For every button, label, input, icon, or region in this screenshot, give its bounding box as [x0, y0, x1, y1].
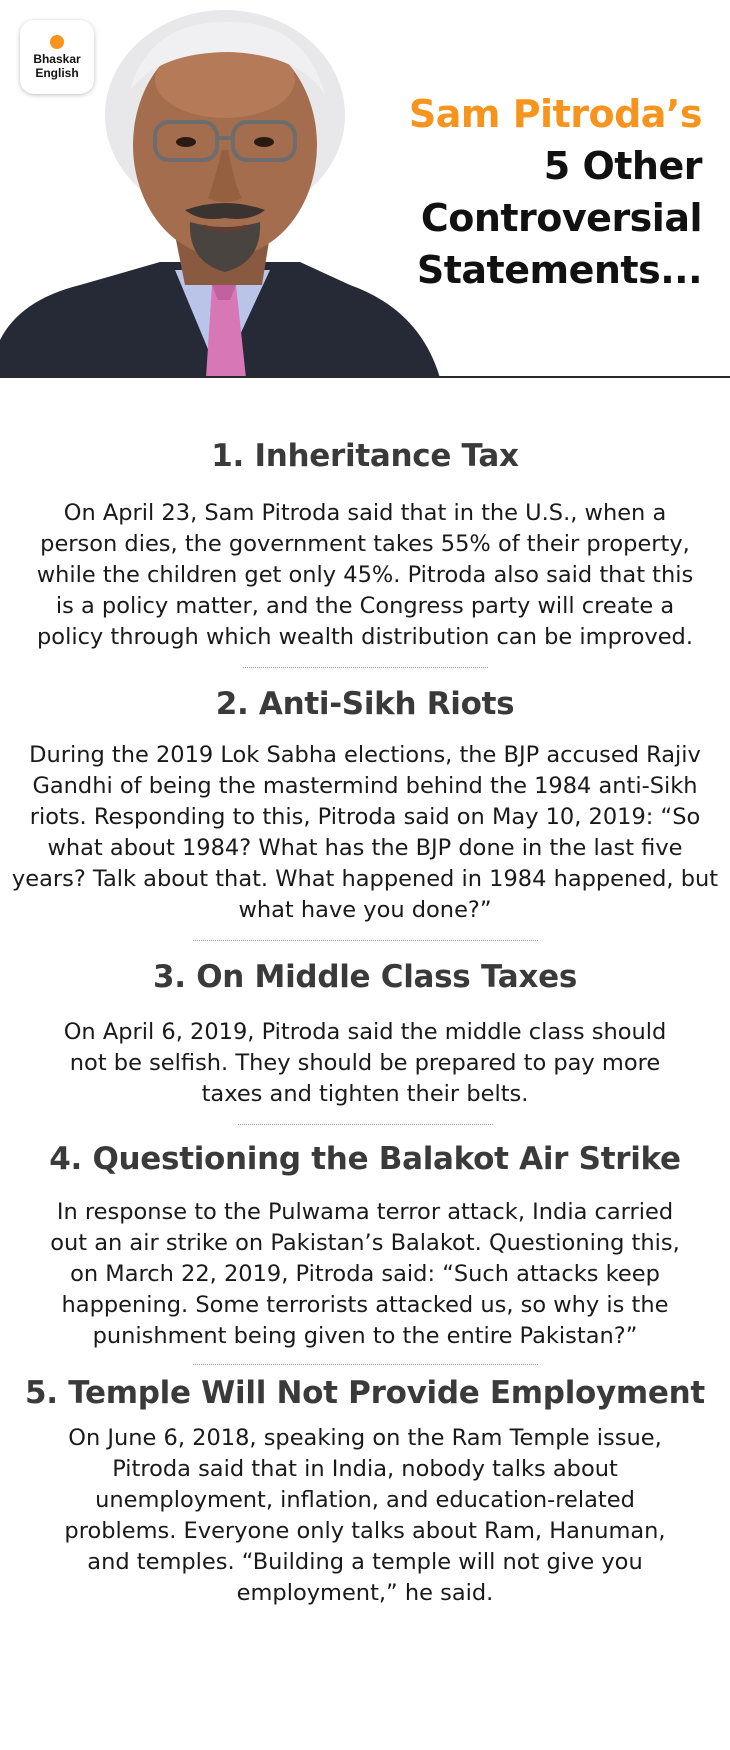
statement-body: On June 6, 2018, speaking on the Ram Temple issue, Pitroda said that in India, nobody talks about unemployment, inflation, and education-related problems. Everyone only talks about Ram, Hanuman, and temples. “Building a temple will not give you employment,” he said.	[64, 1425, 666, 1606]
page-title	[409, 88, 702, 296]
statement-body: In response to the Pulwama terror attack, India carried out an air strike on Pakistan’s Balakot. Questioning this, on March 22, 2019, Pitroda said: “Such attacks keep happening. Some terrorists attacked us, so why is the punishment being given to the entire Pakistan?”	[50, 1199, 680, 1349]
section-divider	[243, 667, 488, 668]
title-line: 5 Other	[543, 144, 702, 188]
statement-item	[0, 686, 730, 926]
statement-heading: 4. Questioning the Balakot Air Strike	[49, 1141, 681, 1177]
section-divider	[193, 1364, 538, 1365]
brand-dot-icon	[50, 35, 64, 49]
brand-logo[interactable]	[20, 20, 94, 94]
statement-body: On April 23, Sam Pitroda said that in the U.S., when a person dies, the government takes 55% of their property, while the children get only 45%. Pitroda also said that this is a policy matter, and the Congress party will create a policy through which wealth distribution can be improved.	[36, 500, 694, 650]
section-divider	[193, 940, 538, 941]
statement-item	[0, 438, 730, 653]
statement-item	[0, 1375, 730, 1609]
statement-heading: 5. Temple Will Not Provide Employment	[25, 1375, 705, 1411]
statement-heading: 2. Anti-Sikh Riots	[215, 686, 515, 722]
statement-body: On April 6, 2019, Pitroda said the middle class should not be selfish. They should be prepared to pay more taxes and tighten their belts.	[63, 1019, 667, 1107]
header	[0, 0, 730, 378]
title-line: Statements...	[416, 248, 702, 292]
title-accent: Sam Pitroda’s	[408, 92, 702, 136]
statement-body: During the 2019 Lok Sabha elections, the BJP accused Rajiv Gandhi of being the mastermind behind the 1984 anti-Sikh riots. Responding to this, Pitroda said on May 10, 2019: “So what about 1984? What has the BJP done in the last five years? Talk about that. What happened in 1984 happened, but what have you done?”	[11, 742, 719, 923]
section-divider	[238, 1124, 493, 1125]
statement-item	[0, 1141, 730, 1352]
statement-heading: 1. Inheritance Tax	[211, 438, 519, 474]
title-line: Controversial	[420, 196, 702, 240]
header-divider	[0, 376, 730, 378]
statement-item	[0, 959, 730, 1110]
brand-logo-text: Bhaskar English	[33, 51, 81, 80]
statement-heading: 3. On Middle Class Taxes	[153, 959, 577, 995]
